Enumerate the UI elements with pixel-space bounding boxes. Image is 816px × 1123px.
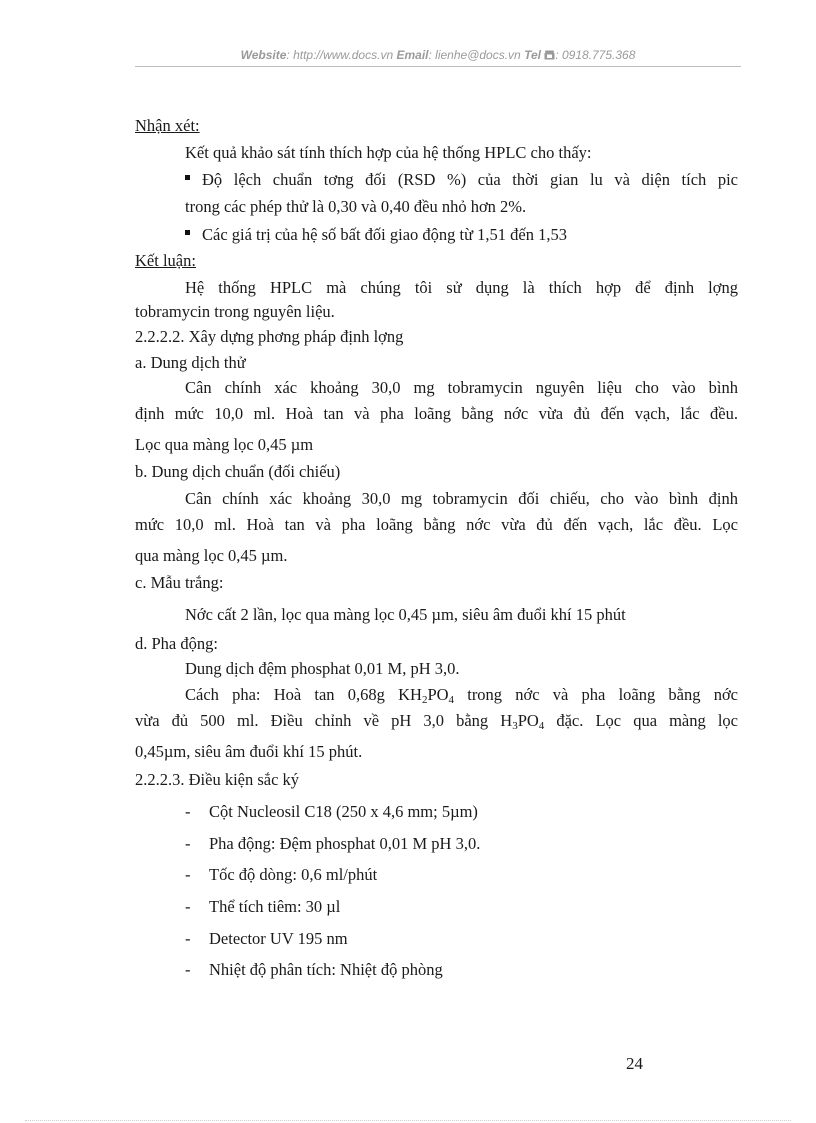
dash-icon: - — [185, 834, 191, 853]
condition-item — [185, 960, 443, 980]
subsection-c-line-1: Nớc cất 2 lần, lọc qua màng lọc 0,45 µm, siêu âm đuổi khí 15 phút — [185, 605, 626, 624]
condition-item-text: Pha động: Đệm phosphat 0,01 M pH 3,0. — [209, 834, 481, 853]
d-line-3-part-a: vừa đủ 500 ml. Điều chỉnh về pH 3,0 bằng H — [135, 711, 513, 730]
dash-icon: - — [185, 960, 191, 979]
tel-value: : 0918.775.368 — [555, 48, 636, 62]
page-header — [135, 48, 741, 62]
phone-icon — [544, 50, 555, 60]
condition-item — [185, 865, 377, 885]
subsection-b-line-3: qua màng lọc 0,45 µm. — [135, 546, 288, 565]
d-line-3-sub-1: 3 — [512, 720, 518, 732]
tel-label: Tel — [524, 48, 541, 62]
ket-luan-line-1: Hệ thống HPLC mà chúng tôi sử dụng là thích hợp để định lợng — [185, 278, 738, 297]
page-number: 24 — [626, 1054, 643, 1073]
condition-item-text: Thể tích tiêm: 30 µl — [209, 897, 341, 916]
subsection-a-title: a. Dung dịch thử — [135, 353, 246, 372]
email-value: : lienhe@docs.vn — [428, 48, 521, 62]
ket-luan-line-2: tobramycin trong nguyên liệu. — [135, 302, 335, 321]
subsection-a-line-3: Lọc qua màng lọc 0,45 µm — [135, 435, 314, 454]
d-line-2-part-b: PO — [427, 685, 449, 704]
subsection-d-line-3 — [135, 711, 738, 731]
header-divider — [135, 66, 741, 67]
bullet-2-text: Các giá trị của hệ số bất đối giao động từ 1,51 đến 1,53 — [202, 225, 567, 244]
condition-item-text: Detector UV 195 nm — [209, 929, 348, 948]
condition-item — [185, 897, 340, 917]
subsection-c-title: c. Mẫu trắng: — [135, 573, 224, 592]
email-label: Email — [396, 48, 429, 62]
subsection-d-title: d. Pha động: — [135, 634, 218, 653]
condition-item — [185, 802, 478, 822]
subsection-a-line-1: Cân chính xác khoảng 30,0 mg tobramycin nguyên liệu cho vào bình — [185, 378, 738, 397]
dash-icon: - — [185, 897, 191, 916]
bullet-1-line-1: Độ lệch chuẩn tơng đối (RSD %) của thời gian lu và diện tích pic — [202, 170, 738, 189]
d-line-2-sub-2: 4 — [448, 694, 455, 706]
nhan-xet-bullet-1 — [185, 170, 738, 190]
d-line-3-part-c: đặc. Lọc qua màng lọc — [544, 711, 738, 730]
d-line-2-sub-1: 2 — [421, 694, 428, 706]
dash-icon: - — [185, 802, 191, 821]
bullet-square-icon — [185, 230, 190, 235]
dash-icon: - — [185, 865, 191, 884]
condition-item-text: Nhiệt độ phân tích: Nhiệt độ phòng — [209, 960, 443, 979]
nhan-xet-intro: Kết quả khảo sát tính thích hợp của hệ thống HPLC cho thấy: — [185, 143, 592, 162]
nhan-xet-bullet-2 — [185, 225, 567, 245]
bullet-1-line-2: trong các phép thử là 0,30 và 0,40 đều nhỏ hơn 2%. — [185, 197, 527, 216]
website-label: Website — [240, 48, 287, 62]
bullet-square-icon — [185, 175, 190, 180]
condition-item — [185, 834, 480, 854]
subsection-b-line-1: Cân chính xác khoảng 30,0 mg tobramycin đối chiếu, cho vào bình định — [185, 489, 738, 508]
section-2222-title: 2.2.2.2. Xây dựng phơng pháp định lợng — [135, 327, 404, 346]
d-line-2-part-a: Cách pha: Hoà tan 0,68g KH — [185, 685, 422, 704]
condition-item-text: Cột Nucleosil C18 (250 x 4,6 mm; 5µm) — [209, 802, 478, 821]
d-line-2-part-c: trong nớc và pha loãng bằng nớc — [454, 685, 738, 704]
condition-item — [185, 929, 348, 949]
footer-divider — [25, 1120, 791, 1121]
d-line-3-part-b: PO — [517, 711, 539, 730]
ket-luan-heading: Kết luận: — [135, 251, 196, 270]
subsection-d-line-2 — [185, 685, 738, 705]
subsection-d-line-1: Dung dịch đệm phosphat 0,01 M, pH 3,0. — [185, 659, 460, 678]
subsection-a-line-2: định mức 10,0 ml. Hoà tan và pha loãng bằng nớc vừa đủ đến vạch, lắc đều. — [135, 404, 738, 423]
subsection-b-line-2: mức 10,0 ml. Hoà tan và pha loãng bằng nớc vừa đủ đến vạch, lắc đều. Lọc — [135, 515, 738, 534]
website-value: : http://www.docs.vn — [286, 48, 394, 62]
condition-item-text: Tốc độ dòng: 0,6 ml/phút — [209, 865, 378, 884]
dash-icon: - — [185, 929, 191, 948]
d-line-3-sub-2: 4 — [538, 720, 545, 732]
subsection-b-title: b. Dung dịch chuẩn (đối chiếu) — [135, 462, 341, 481]
nhan-xet-heading: Nhận xét: — [135, 116, 200, 135]
subsection-d-line-4: 0,45µm, siêu âm đuổi khí 15 phút. — [135, 742, 363, 761]
section-2223-title: 2.2.2.3. Điều kiện sắc ký — [135, 770, 300, 789]
